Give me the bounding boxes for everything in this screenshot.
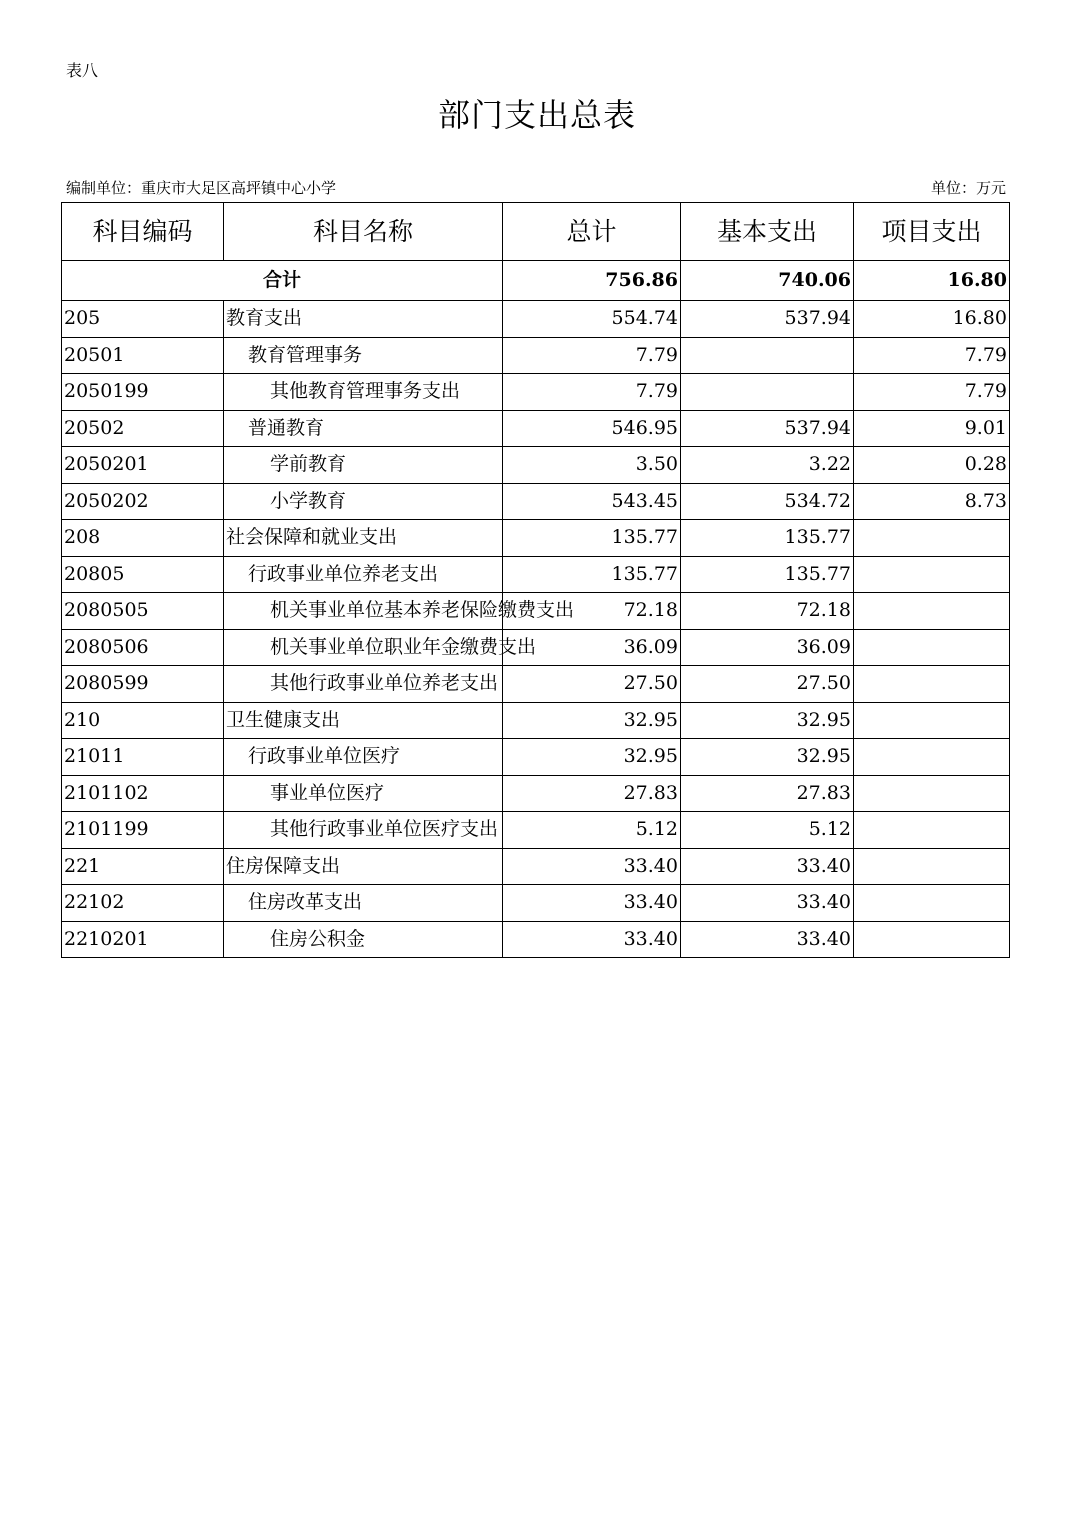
row-project: 7.79	[854, 337, 1010, 374]
row-basic: 27.50	[681, 666, 854, 703]
table-row	[62, 520, 1010, 557]
table-id: 表八	[66, 61, 99, 80]
row-name: 其他教育管理事务支出	[224, 374, 503, 411]
row-total: 32.95	[503, 702, 681, 739]
row-name: 住房改革支出	[224, 885, 503, 922]
row-code: 2101102	[62, 775, 224, 812]
row-project	[854, 629, 1010, 666]
row-code: 2210201	[62, 921, 224, 958]
row-total: 32.95	[503, 739, 681, 776]
table-row	[62, 921, 1010, 958]
row-total: 7.79	[503, 374, 681, 411]
row-name-text: 其他行政事业单位养老支出	[270, 672, 499, 694]
row-project	[854, 848, 1010, 885]
row-basic: 3.22	[681, 447, 854, 484]
row-total: 36.09	[503, 629, 681, 666]
row-project	[854, 666, 1010, 703]
table-row	[62, 885, 1010, 922]
row-name-text: 其他行政事业单位医疗支出	[270, 818, 499, 840]
row-total: 33.40	[503, 921, 681, 958]
row-name-text: 机关事业单位基本养老保险缴费支出	[270, 599, 575, 621]
row-basic: 135.77	[681, 556, 854, 593]
row-basic	[681, 337, 854, 374]
row-name: 事业单位医疗	[224, 775, 503, 812]
row-total: 135.77	[503, 556, 681, 593]
row-project	[854, 702, 1010, 739]
row-project	[854, 775, 1010, 812]
row-name	[224, 629, 537, 666]
row-basic: 537.94	[681, 301, 854, 338]
row-project	[854, 556, 1010, 593]
row-basic: 32.95	[681, 702, 854, 739]
table-row	[62, 410, 1010, 447]
row-basic	[681, 374, 854, 411]
row-basic: 534.72	[681, 483, 854, 520]
row-code: 221	[62, 848, 224, 885]
row-code: 22102	[62, 885, 224, 922]
total-total: 756.86	[503, 261, 681, 301]
row-basic: 135.77	[681, 520, 854, 557]
row-total: 135.77	[503, 520, 681, 557]
row-code: 20502	[62, 410, 224, 447]
total-project: 16.80	[854, 261, 1010, 301]
total-label: 合计	[62, 261, 503, 301]
header-row	[62, 203, 1010, 261]
table-row	[62, 556, 1010, 593]
row-name: 教育支出	[224, 301, 503, 338]
row-name: 教育管理事务	[224, 337, 503, 374]
row-code: 2101199	[62, 812, 224, 849]
row-basic: 36.09	[681, 629, 854, 666]
row-project: 7.79	[854, 374, 1010, 411]
column-header-project: 项目支出	[854, 203, 1010, 261]
row-project: 16.80	[854, 301, 1010, 338]
row-name: 学前教育	[224, 447, 503, 484]
row-basic: 32.95	[681, 739, 854, 776]
row-project	[854, 739, 1010, 776]
row-total: 554.74	[503, 301, 681, 338]
row-name: 住房公积金	[224, 921, 503, 958]
table-row	[62, 629, 1010, 666]
table-row	[62, 337, 1010, 374]
row-basic: 537.94	[681, 410, 854, 447]
row-project: 8.73	[854, 483, 1010, 520]
row-code: 2080599	[62, 666, 224, 703]
table-row	[62, 483, 1010, 520]
row-total: 72.18	[503, 593, 681, 630]
row-basic: 72.18	[681, 593, 854, 630]
row-total: 546.95	[503, 410, 681, 447]
table-row	[62, 447, 1010, 484]
row-basic: 27.83	[681, 775, 854, 812]
row-total: 7.79	[503, 337, 681, 374]
total-row	[62, 261, 1010, 301]
row-total: 33.40	[503, 848, 681, 885]
row-project	[854, 812, 1010, 849]
row-name: 行政事业单位医疗	[224, 739, 503, 776]
row-project	[854, 593, 1010, 630]
row-name: 普通教育	[224, 410, 503, 447]
row-code: 20805	[62, 556, 224, 593]
column-header-total: 总计	[503, 203, 681, 261]
row-code: 208	[62, 520, 224, 557]
column-header-basic: 基本支出	[681, 203, 854, 261]
row-code: 2080505	[62, 593, 224, 630]
row-code: 2050201	[62, 447, 224, 484]
row-name: 小学教育	[224, 483, 503, 520]
row-basic: 33.40	[681, 885, 854, 922]
row-basic: 5.12	[681, 812, 854, 849]
row-name	[224, 593, 575, 630]
expenditure-table	[61, 202, 1010, 958]
table-row	[62, 702, 1010, 739]
row-total: 33.40	[503, 885, 681, 922]
table-row	[62, 812, 1010, 849]
row-basic: 33.40	[681, 921, 854, 958]
row-code: 2080506	[62, 629, 224, 666]
table-row	[62, 848, 1010, 885]
row-project	[854, 885, 1010, 922]
table-row	[62, 301, 1010, 338]
row-code: 20501	[62, 337, 224, 374]
row-total: 5.12	[503, 812, 681, 849]
row-name	[224, 666, 503, 703]
unit-label: 单位：万元	[930, 179, 1006, 197]
row-basic: 33.40	[681, 848, 854, 885]
row-name: 行政事业单位养老支出	[224, 556, 503, 593]
row-code: 210	[62, 702, 224, 739]
row-code: 2050202	[62, 483, 224, 520]
total-basic: 740.06	[681, 261, 854, 301]
table-row	[62, 775, 1010, 812]
row-total: 543.45	[503, 483, 681, 520]
row-project	[854, 921, 1010, 958]
page-title: 部门支出总表	[437, 96, 636, 134]
row-code: 205	[62, 301, 224, 338]
column-header-name: 科目名称	[224, 203, 503, 261]
row-name: 住房保障支出	[224, 848, 503, 885]
row-code: 21011	[62, 739, 224, 776]
org-label: 编制单位：重庆市大足区高坪镇中心小学	[66, 179, 337, 197]
row-project: 0.28	[854, 447, 1010, 484]
row-project	[854, 520, 1010, 557]
table-row	[62, 739, 1010, 776]
row-project: 9.01	[854, 410, 1010, 447]
row-name: 卫生健康支出	[224, 702, 503, 739]
table-row	[62, 374, 1010, 411]
row-name	[224, 812, 503, 849]
row-total: 27.50	[503, 666, 681, 703]
row-name: 社会保障和就业支出	[224, 520, 503, 557]
row-total: 27.83	[503, 775, 681, 812]
row-name-text: 机关事业单位职业年金缴费支出	[270, 635, 537, 658]
column-header-code: 科目编码	[62, 203, 224, 261]
table-row	[62, 666, 1010, 703]
table-row	[62, 593, 1010, 630]
row-code: 2050199	[62, 374, 224, 411]
row-total: 3.50	[503, 447, 681, 484]
